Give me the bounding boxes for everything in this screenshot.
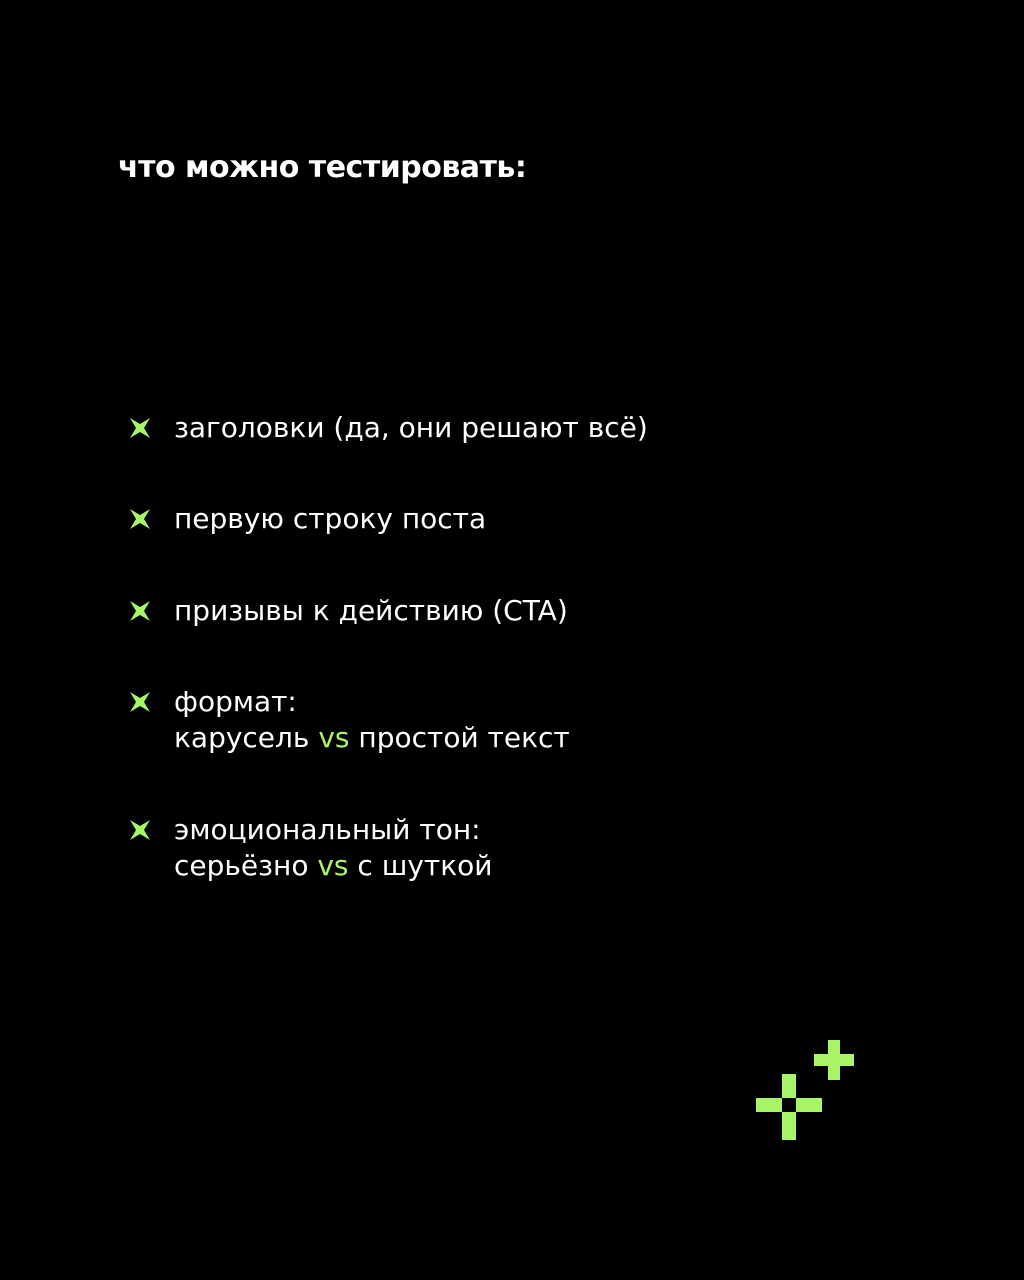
list-item	[126, 684, 570, 756]
x-mark-icon	[126, 597, 154, 625]
x-mark-icon	[126, 414, 154, 442]
x-mark-icon	[126, 688, 154, 716]
vs-accent: vs	[317, 849, 349, 882]
vs-accent: vs	[318, 721, 350, 754]
list-item-label: эмоциональный тон:	[174, 813, 481, 846]
list-item-label: формат:	[174, 685, 297, 718]
x-mark-icon	[126, 816, 154, 844]
list-item-comparison: карусель vs простой текст	[174, 721, 570, 754]
list-item	[126, 410, 648, 446]
list-item-label: первую строку поста	[174, 502, 487, 535]
slide-title: что можно тестировать:	[118, 150, 527, 185]
list-item	[126, 812, 492, 884]
list-item-label: заголовки (да, они решают всё)	[174, 411, 648, 444]
list-item-comparison: серьёзно vs с шуткой	[174, 849, 493, 882]
list-item-label: призывы к действию (CTA)	[174, 594, 568, 627]
pixel-plus-sparkle-icon	[756, 1040, 856, 1140]
x-mark-icon	[126, 505, 154, 533]
list-item	[126, 593, 568, 629]
list-item	[126, 501, 486, 537]
